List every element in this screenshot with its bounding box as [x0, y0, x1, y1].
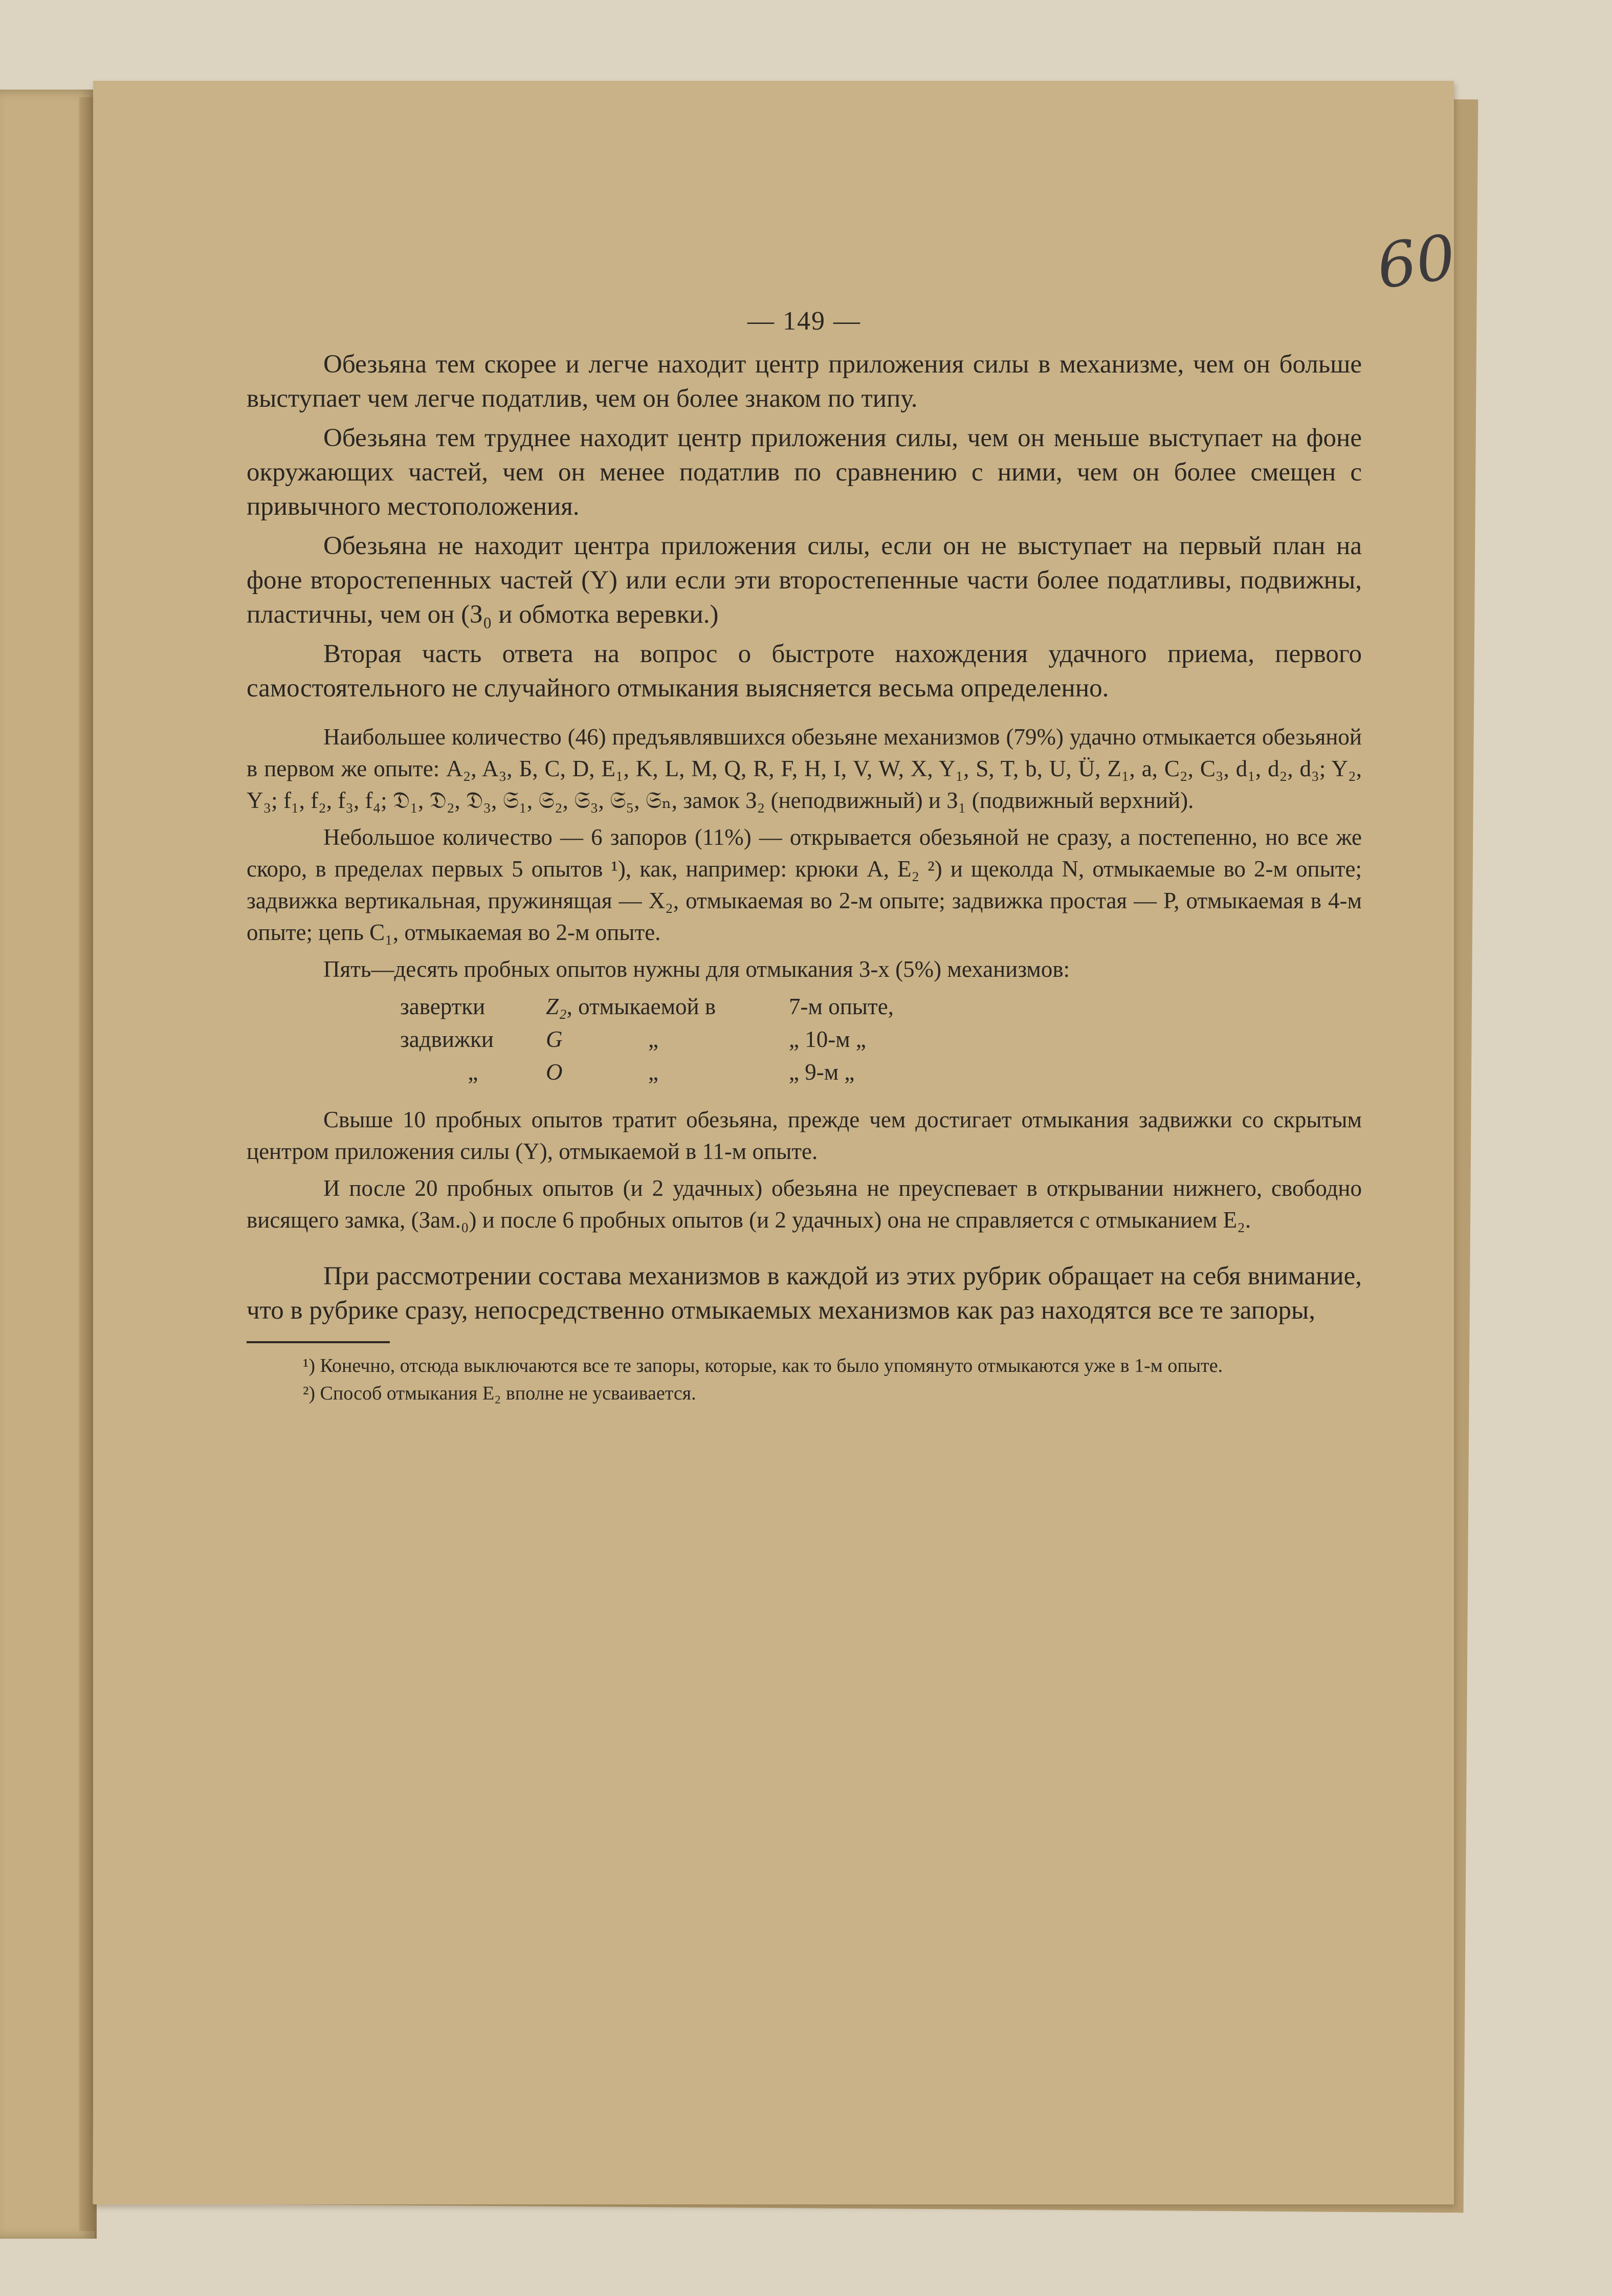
paragraph: Обезьяна тем скорее и легче находит центр приложения силы в механизме, чем он больше выступает чем легче податлив, чем он более знаком по типу.	[247, 350, 1362, 413]
mechanism-symbol: O	[546, 1059, 563, 1085]
paragraph: Обезьяна не находит центра приложения силы, если он не выступает на первый план на фоне второстепенных частей (Y) или если эти второстепенные части более податливы, подвижны, пластичны, чем он (З₀ и обмотка веревки.)	[247, 532, 1362, 629]
paragraph: И после 20 пробных опытов (и 2 удачных) обезьяна не преуспевает в открывании нижнего, свободно висящего замка, (Зам.₀) и после 6 пробных опытов (и 2 удачных) она не справляется с отмыканием E₂.	[247, 1175, 1362, 1233]
book-page	[93, 81, 1460, 2204]
mechanism-name: завертки	[400, 994, 485, 1019]
mechanism-note: , отмыкаемой в	[566, 994, 716, 1019]
mechanism-name: задвижки	[400, 1026, 494, 1052]
page-content	[247, 306, 1362, 1409]
footnote: ²) Способ отмыкания E₂ вполне не усваивается.	[303, 1383, 696, 1404]
paragraph: При рассмотрении состава механизмов в каждой из этих рубрик обращает на себя внимание, что в рубрике сразу, непосредственно отмыкаемых механизмов как раз находятся все те запоры,	[247, 1262, 1362, 1325]
mechanism-symbol: G	[546, 1026, 563, 1052]
paragraph: Небольшое количество — 6 запоров (11%) — открывается обезьяной не сразу, а постепенно, но все же скоро, в пределах первых 5 опытов ¹), как, например: крюки A, E₂ ²) и щеколда N, отмыкаемые во 2-м опыте; задвижка вертикальная, пружинящая — X₂, отмыкаемая во 2-м опыте; задвижка простая — P, отмыкаемая в 4-м опыте; цепь C₁, отмыкаемая во 2-м опыте.	[247, 824, 1362, 945]
paragraph: Обезьяна тем труднее находит центр приложения силы, чем он меньше выступает на фоне окружающих частей, чем он менее податлив по сравнению с ними, чем он более смещен с привычного местоположения.	[247, 424, 1362, 521]
mechanism-name: „	[468, 1059, 478, 1085]
mechanism-note: „	[648, 1026, 658, 1052]
mechanism-trial: „ 9-м „	[789, 1059, 855, 1085]
mechanisms-table	[400, 990, 1362, 1088]
footnote-divider	[247, 1341, 390, 1343]
footnote: ¹) Конечно, отсюда выключаются все те запоры, которые, как то было упомянуто отмыкаются уже в 1-м опыте.	[303, 1355, 1223, 1376]
left-page-edge	[79, 97, 95, 2231]
table-row	[400, 1056, 1362, 1088]
page-number: — 149 —	[747, 307, 861, 336]
mechanism-trial: „ 10-м „	[789, 1026, 866, 1052]
mechanism-symbol: Z₂	[546, 994, 567, 1019]
paragraph: Свыше 10 пробных опытов тратит обезьяна, прежде чем достигает отмыкания задвижки со скрытым центром приложения силы (Y), отмыкаемой в 11-м опыте.	[247, 1107, 1362, 1164]
table-row	[400, 990, 1362, 1023]
paragraph: Наибольшее количество (46) предъявлявшихся обезьяне механизмов (79%) удачно отмыкается обезьяной в первом же опыте: A₂, A₃, Б, C, D, E₁, K, L, M, Q, R, F, H, I, V, W, X, Y₁, S, T, b, U, Ü, Z₁, a, C₂, C₃, d₁, d₂, d₃; Y₂, Y₃; f₁, f₂, f₃, f₄; 𝔇₁, 𝔇₂, 𝔇₃, 𝔖₁, 𝔖₂, 𝔖₃, 𝔖₅, 𝔖ₙ, замок З₂ (неподвижный) и З₁ (подвижный верхний).	[247, 724, 1362, 813]
table-row	[400, 1023, 1362, 1056]
paragraph: Пять—десять пробных опытов нужны для отмыкания 3-х (5%) механизмов:	[323, 956, 1070, 982]
handwritten-folio-number: 60	[1373, 222, 1460, 303]
mechanism-note: „	[648, 1059, 658, 1085]
paragraph: Вторая часть ответа на вопрос о быстроте нахождения удачного приема, первого самостоятельного не случайного отмыкания выясняется весьма определенно.	[247, 640, 1362, 703]
mechanism-trial: 7-м опыте,	[789, 994, 894, 1019]
